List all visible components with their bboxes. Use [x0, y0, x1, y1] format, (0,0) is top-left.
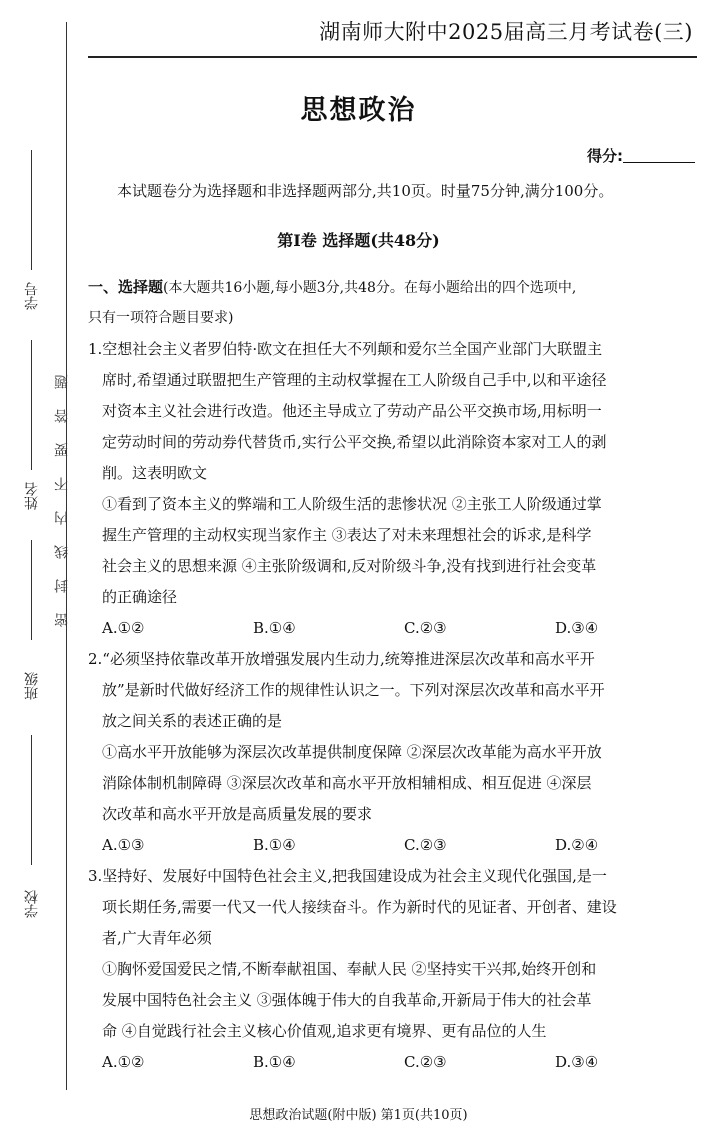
question-line: 定劳动时间的劳动券代替货币,实行公平交换,希望以此消除资本家对工人的剥: [102, 433, 607, 451]
section-title: 一、选择题: [88, 278, 164, 296]
question-line: 3.坚持好、发展好中国特色社会主义,把我国建设成为社会主义现代化强国,是一: [88, 867, 607, 885]
header-divider: [88, 56, 697, 58]
statement-line: 握生产管理的主动权实现当家作主 ③表达了对未来理想社会的诉求,是科学: [102, 526, 592, 544]
question-2: [88, 644, 706, 861]
question-line: 项长期任务,需要一代又一代人接续奋斗。作为新时代的见证者、开创者、建设: [102, 898, 617, 916]
statement-line: 消除体制机制障碍 ③深层次改革和高水平开放相辅相成、相互促进 ④深层: [102, 774, 592, 792]
seal-line-text: 密封线内不要答题: [54, 355, 70, 627]
student-id-blank: [31, 150, 32, 270]
option-a: A.①②: [102, 619, 145, 637]
subject-title: 思想政治: [300, 95, 417, 126]
student-id-label: 学号: [24, 282, 40, 310]
answer-options: [88, 613, 706, 644]
class-blank: [31, 540, 32, 640]
option-b: B.①④: [253, 1053, 296, 1071]
statement-line: 命 ④自觉践行社会主义核心价值观,追求更有境界、更有品位的人生: [102, 1022, 547, 1040]
option-a: A.①②: [102, 1053, 145, 1071]
question-line: 席时,希望通过联盟把生产管理的主动权掌握在工人阶级自己手中,以和平途径: [102, 371, 607, 389]
option-a: A.①③: [102, 836, 145, 854]
question-1: [88, 334, 706, 644]
section-note-continued: 只有一项符合题目要求): [88, 310, 234, 326]
class-label: 班级: [24, 672, 40, 700]
option-d: D.③④: [555, 619, 599, 637]
option-d: D.③④: [555, 1053, 599, 1071]
school-label: 学校: [24, 890, 40, 918]
score-label: 得分:: [587, 147, 623, 165]
option-c: C.②③: [404, 836, 447, 854]
question-line: 放”是新时代做好经济工作的规律性认识之一。下列对深层次改革和高水平开: [102, 681, 605, 699]
statement-line: 的正确途径: [102, 588, 178, 606]
section-note: (本大题共16小题,每小题3分,共48分。在每小题给出的四个选项中,: [163, 280, 577, 296]
option-b: B.①④: [253, 836, 296, 854]
question-line: 1.空想社会主义者罗伯特·欧文在担任大不列颠和爱尔兰全国产业部门大联盟主: [88, 340, 603, 358]
statement-line: 社会主义的思想来源 ④主张阶级调和,反对阶级斗争,没有找到进行社会变革: [102, 557, 597, 575]
statement-line: 发展中国特色社会主义 ③强体魄于伟大的自我革命,开新局于伟大的社会革: [102, 991, 592, 1009]
answer-options: [88, 830, 706, 861]
exam-content: [88, 272, 706, 1078]
option-b: B.①④: [253, 619, 296, 637]
question-line: 削。这表明欧文: [102, 464, 208, 482]
option-c: C.②③: [404, 1053, 447, 1071]
statement-line: ①看到了资本主义的弊端和工人阶级生活的悲惨状况 ②主张工人阶级通过掌: [102, 495, 602, 513]
question-3: [88, 861, 706, 1078]
statement-line: 次改革和高水平开放是高质量发展的要求: [102, 805, 373, 823]
question-line: 2.“必须坚持依靠改革开放增强发展内生动力,统筹推进深层次改革和高水平开: [88, 650, 595, 668]
question-line: 放之间关系的表述正确的是: [102, 712, 283, 730]
section-header: [88, 272, 706, 303]
exam-intro: 本试题卷分为选择题和非选择题两部分,共10页。时量75分钟,满分100分。: [117, 182, 614, 200]
part-title: 第Ⅰ卷 选择题(共48分): [277, 231, 440, 250]
question-line: 对资本主义社会进行改造。他还主导成立了劳动产品公平交换市场,用标明一: [102, 402, 602, 420]
score-blank: [623, 148, 695, 163]
name-label: 姓名: [24, 482, 40, 510]
exam-header-title: 湖南师大附中2025届高三月考试卷(三): [319, 20, 693, 44]
question-line: 者,广大青年必须: [102, 929, 212, 947]
page-footer: 思想政治试题(附中版) 第1页(共10页): [249, 1108, 468, 1123]
statement-line: ①高水平开放能够为深层次改革提供制度保障 ②深层次改革能为高水平开放: [102, 743, 602, 761]
score-field: [587, 145, 695, 166]
school-blank: [31, 735, 32, 865]
statement-line: ①胸怀爱国爱民之情,不断奉献祖国、奉献人民 ②坚持实干兴邦,始终开创和: [102, 960, 597, 978]
name-blank: [31, 340, 32, 470]
answer-options: [88, 1047, 706, 1078]
option-d: D.②④: [555, 836, 599, 854]
option-c: C.②③: [404, 619, 447, 637]
